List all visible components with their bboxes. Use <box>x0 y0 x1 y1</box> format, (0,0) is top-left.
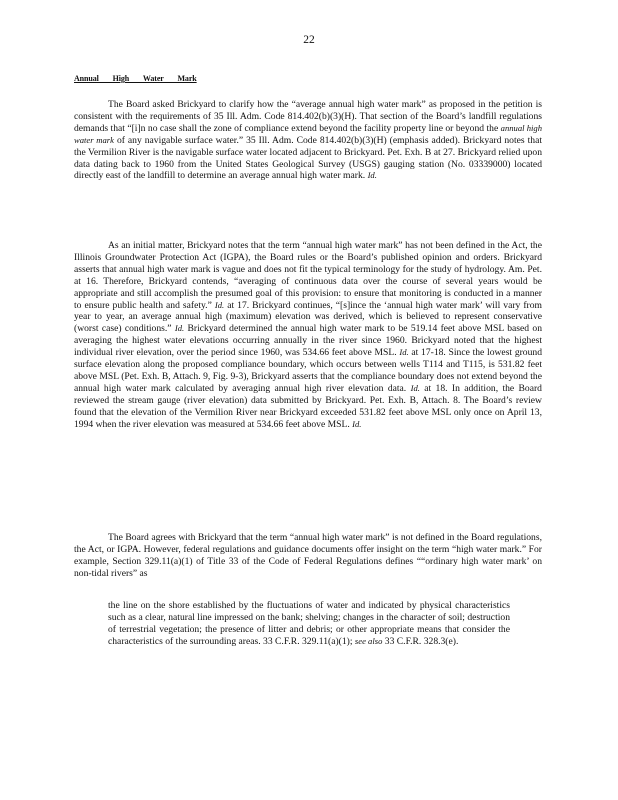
italic-citation: Id. <box>174 323 185 334</box>
text-run: Brickyard determined the annual high water mark to be 519.14 feet above MSL based on averaging the highest water elevations occurring annually in the river since 1960. Brickyard noted that the highest individual river elevation, over the period since 1960, was 534.66 feet above MSL. <box>74 323 542 359</box>
section-heading: Annual High Water Mark <box>74 74 197 83</box>
paragraph-1 <box>74 99 542 182</box>
text-run: at 17. Brickyard continues, “[s]ince the ‘annual high water mark’ will vary from year to year, an average annual high (maximum) elevation was derived, which is believed to represent conservative (worst case) conditions.” <box>74 299 542 335</box>
page-number: 22 <box>303 34 315 46</box>
text-run: the line on the shore established by the fluctuations of water and indicated by physical characteristics such as a clear, natural line impressed on the bank; shelving; changes in the character of soil; destruction of terrestrial vegetation; the presence of litter and debris; or other appropriate means that consider the characteristics of the surrounding areas. 33 C.F.R. 329.11(a)(1); <box>108 600 510 647</box>
text-run: at 17-18. Since the lowest ground surface elevation along the proposed compliance boundary, which occurs between wells T114 and T115, is 531.82 feet above MSL (Pet. Exh. B, Attach. 9, Fig. 9-3), Brickyard asserts that the compliance boundary does not extend beyond the annual high water mark calculated by averaging annual high river elevation data. <box>74 347 542 394</box>
block-quote <box>108 600 510 648</box>
text-run: The Board agrees with Brickyard that the term “annual high water mark” is not defined in the Board regulations, the Act, or IGPA. However, federal regulations and guidance documents offer insight on the term “high water mark.” For example, Section 329.11(a)(1) of Title 33 of the Code of Federal Regulations defines ““ordinary high water mark’ on non-tidal rivers” as <box>74 532 542 579</box>
italic-citation: see also <box>354 635 383 646</box>
italic-citation: Id. <box>214 299 225 310</box>
text-run: of any navigable surface water.” 35 Ill. Adm. Code 814.402(b)(3)(H) (emphasis added). Brickyard notes that the Vermilion River is the navigable surface water located adjacent to Brickyard. Pet. Exh. B at 27. Brickyard relied upon data dating back to 1960 from the United States Geological Survey (USGS) gauging station (No. 03339000) located directly east of the landfill to determine an average annual high water mark. <box>74 134 542 182</box>
text-run: The Board asked Brickyard to clarify how the “average annual high water mark” as proposed in the petition is consistent with the requirements of 35 Ill. Adm. Code 814.402(b)(3)(H). That section of the Board’s landfill regulations demands that “[i]n no case shall the zone of compliance extend beyond the facility property line or beyond the <box>74 99 542 134</box>
italic-citation: annual high water mark <box>74 122 542 145</box>
italic-citation: Id. <box>367 170 377 181</box>
italic-citation: Id. <box>399 347 409 358</box>
text-run: As an initial matter, Brickyard notes that the term “annual high water mark” has not been defined in the Act, the Illinois Groundwater Protection Act (IGPA), the Board rules or the Board’s published opinion and orders. Brickyard asserts that annual high water mark is vague and does not fit the typical terminology for the study of hydrology. Am. Pet. at 16. Therefore, Brickyard contends, “averaging of continuous data over the course of several years would be appropriate and still accomplish the presumed goal of this provision: to ensure that monitoring is conducted in a manner to ensure public health and safety.” <box>74 240 542 311</box>
text-run: at 18. In addition, the Board reviewed the stream gauge (river elevation) data submitted by Brickyard. Pet. Exh. B, Attach. 8. The Board’s review found that the elevation of the Vermilion River near Brickyard exceeded 531.82 feet above MSL only once on April 13, 1994 when the river elevation was measured at 534.66 feet above MSL. <box>74 382 542 430</box>
italic-citation: Id. <box>352 418 362 429</box>
text-run: 33 C.F.R. 328.3(e). <box>382 635 459 647</box>
italic-citation: Id. <box>410 382 420 393</box>
paragraph-3 <box>74 532 542 580</box>
paragraph-2 <box>74 240 542 431</box>
